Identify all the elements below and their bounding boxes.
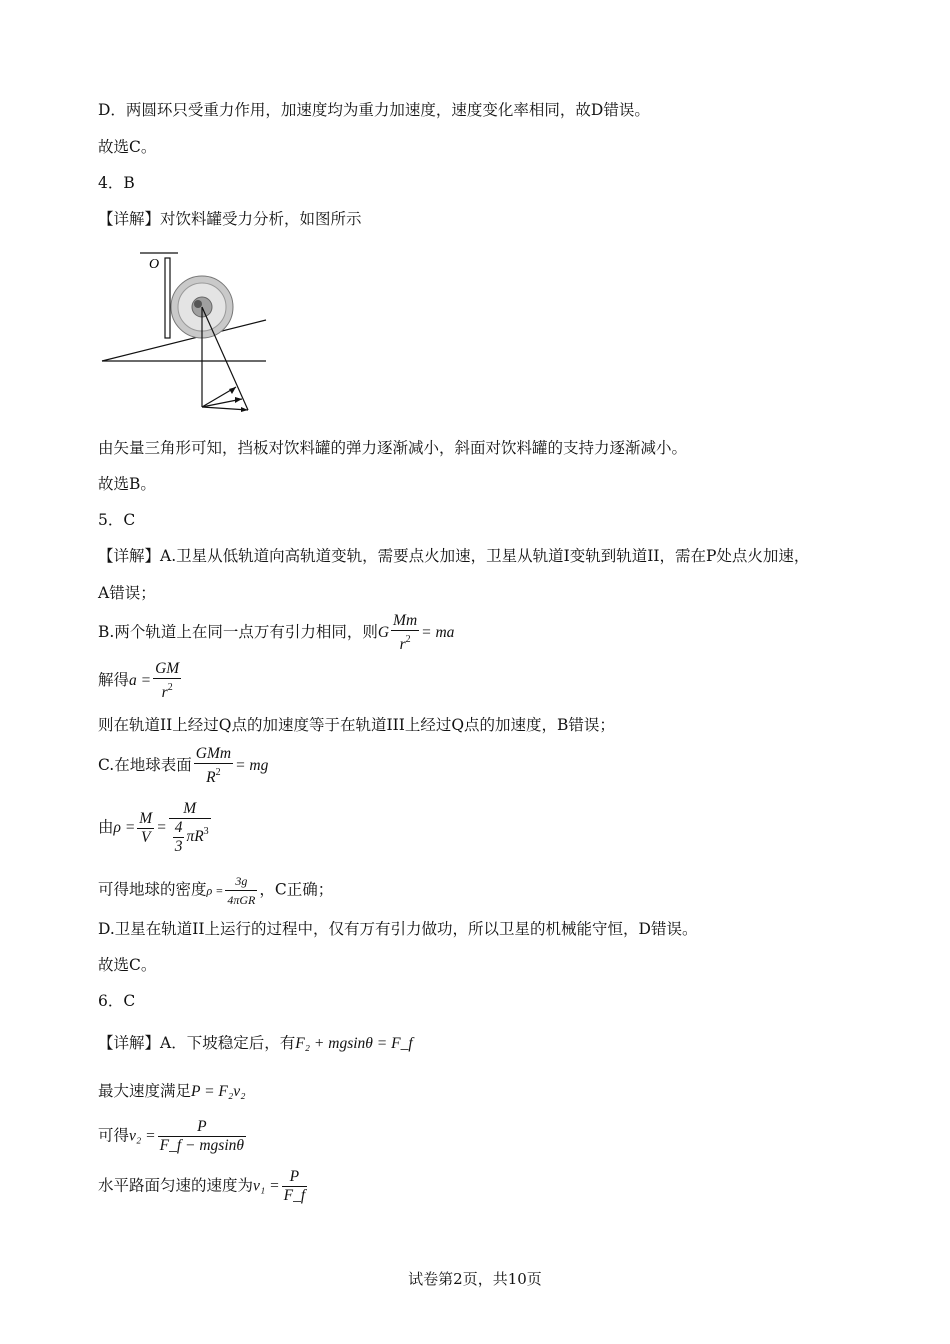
- question-4-answer: 4．B: [98, 174, 135, 192]
- force-diagram: [98, 245, 273, 415]
- question-6-detail-line: 【详解】A．下坡稳定后，有F₂ + mgsinθ = F_f: [98, 1034, 413, 1052]
- question-4-detail: 【详解】对饮料罐受力分析，如图所示: [98, 210, 362, 228]
- question-5-answer: 5．C: [98, 511, 136, 529]
- answer-line: 故选C。: [98, 956, 157, 974]
- question-5-b-conclusion: 则在轨道II上经过Q点的加速度等于在轨道III上经过Q点的加速度，B错误；: [98, 716, 615, 734]
- question-6-answer: 6．C: [98, 992, 136, 1010]
- question-5-c-line: C.在地球表面 $\frac{\text{GMm}}{R^2}$ = mg: [98, 745, 269, 786]
- question-6-v2-line: 可得v₂ = $\frac{P}{F\_f - mgsin\theta}$: [98, 1118, 245, 1154]
- question-5-detail-a: 【详解】A.卫星从低轨道向高轨道变轨，需要点火加速，卫星从轨道I变轨到轨道II，需在P处点火加速，: [98, 547, 810, 565]
- option-d-note: D．两圆环只受重力作用，加速度均为重力加速度，速度变化率相同，故D错误。: [98, 101, 650, 119]
- question-5-a-wrong: A错误；: [98, 584, 156, 602]
- answer-line: 故选C。: [98, 138, 157, 156]
- question-6-maxv-line: 最大速度满足P = F₂v₂: [98, 1082, 246, 1100]
- question-6-v1-line: 水平路面匀速的速度为v₁ = $\frac{P}{F\_f}$: [98, 1168, 306, 1204]
- question-5-b-line: B.两个轨道上在同一点万有引力相同，则G $\frac{Mm}{r^2}$ = ma: [98, 612, 455, 653]
- question-5-solve-line: 解得a = $\frac{GM}{r^2}$: [98, 660, 180, 701]
- page-footer: 试卷第2页，共10页: [408, 1270, 542, 1288]
- answer-line: 故选B。: [98, 475, 156, 493]
- question-4-conclusion: 由矢量三角形可知，挡板对饮料罐的弹力逐渐减小，斜面对饮料罐的支持力逐渐减小。: [98, 439, 688, 457]
- question-5-density-line: 可得地球的密度ρ = $\frac{3g}{\text{4πGR}}$ ，C正确；: [98, 874, 334, 907]
- question-5-d-line: D.卫星在轨道II上运行的过程中，仅有万有引力做功，所以卫星的机械能守恒，D错误。: [98, 920, 698, 938]
- question-5-rho-line: 由ρ = $\frac{M}{V}$ = M $\frac{4}{3}$ $\pi R^3$: [98, 800, 209, 855]
- pivot-label: O: [149, 257, 160, 272]
